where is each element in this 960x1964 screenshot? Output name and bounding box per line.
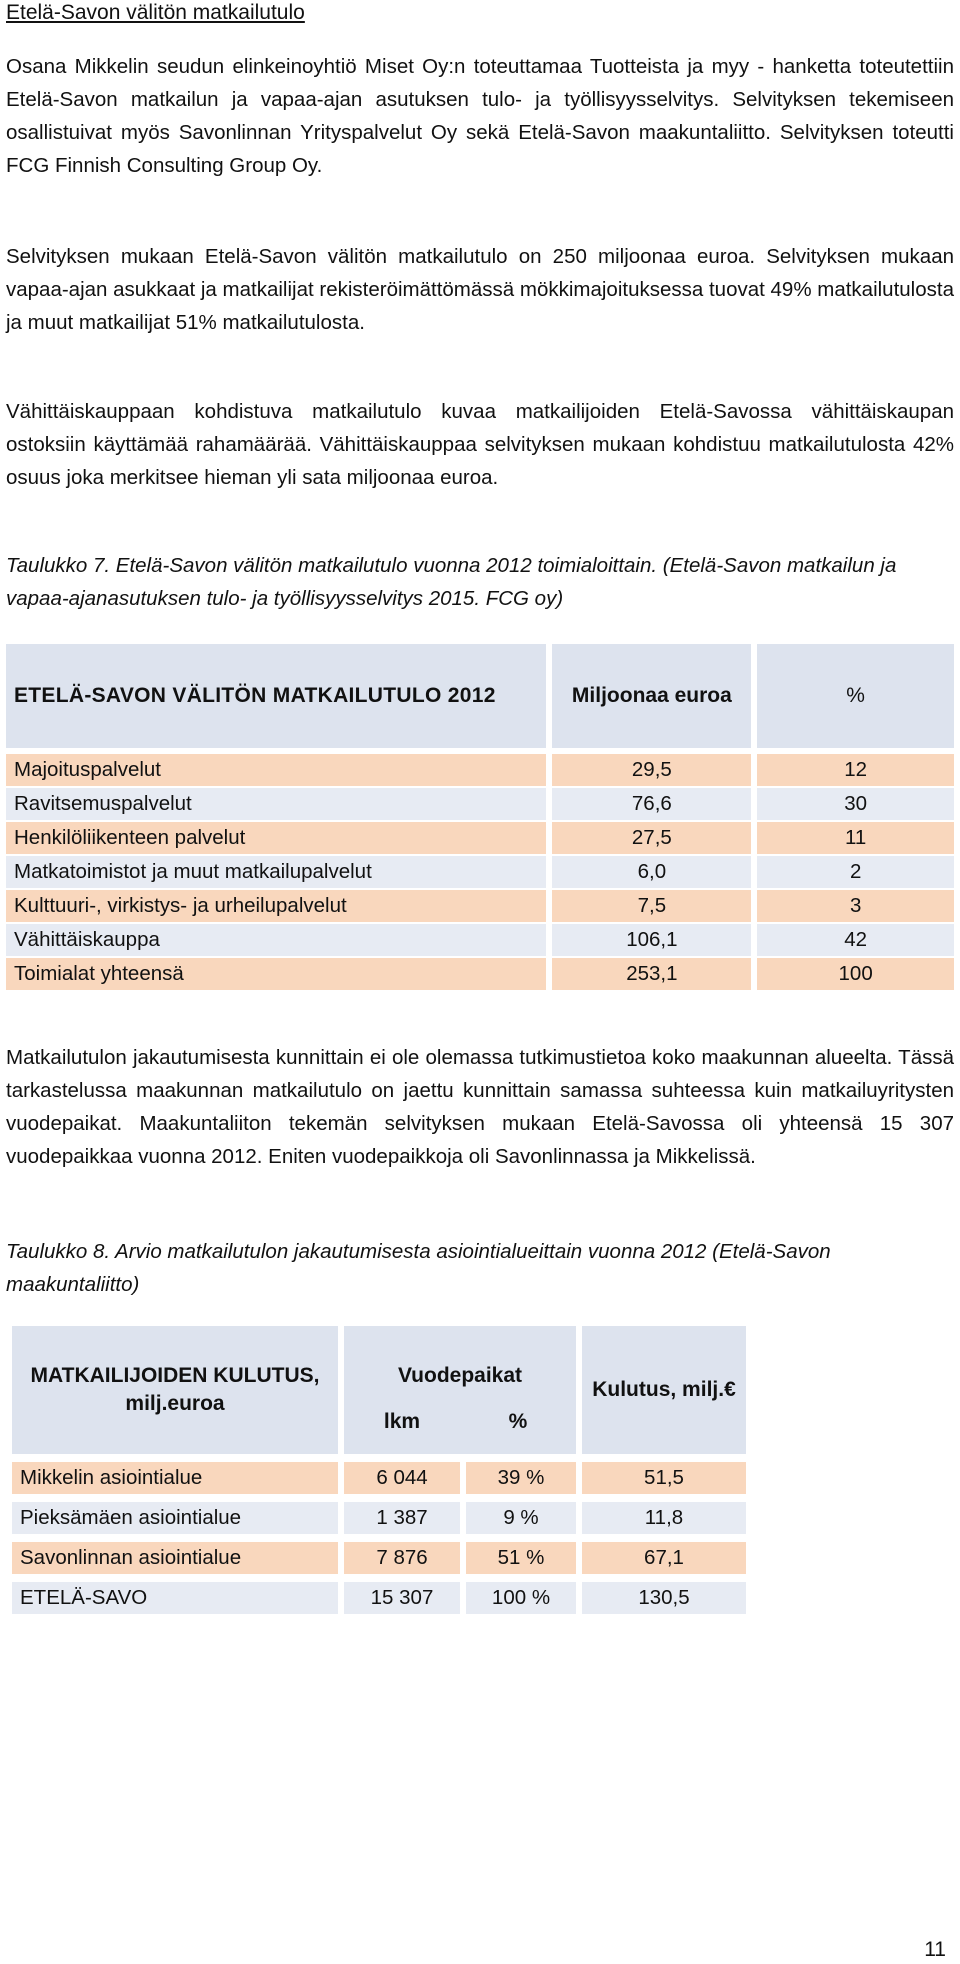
row-value: 76,6 <box>546 788 751 822</box>
table7-header-pct: % <box>751 644 954 754</box>
table8-header-beds: Vuodepaikat <box>338 1326 576 1390</box>
table-row <box>12 1574 746 1614</box>
row-label: Kulttuuri-, virkistys- ja urheilupalvelut <box>6 890 546 924</box>
table-row <box>6 890 954 924</box>
row-consumption: 11,8 <box>576 1494 746 1534</box>
table8-header-spending: MATKAILIJOIDEN KULUTUS, milj.euroa <box>12 1326 338 1454</box>
row-count: 7 876 <box>338 1534 460 1574</box>
row-label: Savonlinnan asiointialue <box>12 1534 338 1574</box>
table-row <box>6 822 954 856</box>
table8-header-consumption: Kulutus, milj.€ <box>576 1326 746 1454</box>
row-label: Majoituspalvelut <box>6 754 546 788</box>
row-label: Ravitsemuspalvelut <box>6 788 546 822</box>
table-row <box>12 1534 746 1574</box>
table7-caption: Taulukko 7. Etelä-Savon välitön matkailutulo vuonna 2012 toimialoittain. (Etelä-Savon matkailun ja vapaa-ajanasutuksen tulo- ja työllisyysselvitys 2015. FCG oy) <box>6 554 897 610</box>
table-income-by-sector <box>6 644 954 992</box>
row-pct: 39 % <box>460 1454 576 1494</box>
row-pct: 3 <box>751 890 954 924</box>
row-pct: 12 <box>751 754 954 788</box>
page-number: 11 <box>924 1938 946 1961</box>
row-consumption: 130,5 <box>576 1574 746 1614</box>
row-label: Pieksämäen asiointialue <box>12 1494 338 1534</box>
table-spending-by-region <box>12 1326 746 1614</box>
row-consumption: 67,1 <box>576 1534 746 1574</box>
row-pct: 11 <box>751 822 954 856</box>
row-value: 29,5 <box>546 754 751 788</box>
row-value: 27,5 <box>546 822 751 856</box>
row-count: 15 307 <box>338 1574 460 1614</box>
table-row <box>6 856 954 890</box>
row-pct: 2 <box>751 856 954 890</box>
row-label: Matkatoimistot ja muut matkailupalvelut <box>6 856 546 890</box>
table8-header-count: lkm <box>338 1390 460 1454</box>
row-pct: 30 <box>751 788 954 822</box>
paragraph-retail: Vähittäiskauppaan kohdistuva matkailutulo kuvaa matkailijoiden Etelä-Savossa vähittäiskaupan ostoksiin käyttämää rahamäärää. Vähittäiskauppaa selvityksen mukaan kohdistuu matkailutulosta 42% osuus joka merkitsee hieman yli sata miljoonaa euroa. <box>6 400 954 489</box>
table-row <box>6 754 954 788</box>
table7-header-meur: Miljoonaa euroa <box>546 644 751 754</box>
row-pct: 51 % <box>460 1534 576 1574</box>
row-pct: 42 <box>751 924 954 958</box>
row-pct: 100 % <box>460 1574 576 1614</box>
paragraph-distribution: Matkailutulon jakautumisesta kunnittain ei ole olemassa tutkimustietoa koko maakunnan alueelta. Tässä tarkastelussa maakunnan matkailutulo on jaettu kunnittain samassa suhteessa kuin matkailuyritysten vuodepaikat. Maakuntaliiton tekemän selvityksen mukaan Etelä-Savossa oli yhteensä 15 307 vuodepaikkaa vuonna 2012. Eniten vuodepaikkoja oli Savonlinnassa ja Mikkelissä. <box>6 1046 954 1168</box>
row-label: Toimialat yhteensä <box>6 958 546 992</box>
row-label: Vähittäiskauppa <box>6 924 546 958</box>
row-value: 253,1 <box>546 958 751 992</box>
row-label: Mikkelin asiointialue <box>12 1454 338 1494</box>
table8-caption: Taulukko 8. Arvio matkailutulon jakautumisesta asiointialueittain vuonna 2012 (Etelä-Savon maakuntaliitto) <box>6 1240 831 1296</box>
table-row <box>6 958 954 992</box>
table7-header-sector: ETELÄ-SAVON VÄLITÖN MATKAILUTULO 2012 <box>6 644 546 754</box>
row-count: 6 044 <box>338 1454 460 1494</box>
row-count: 1 387 <box>338 1494 460 1534</box>
table-row <box>6 788 954 822</box>
row-consumption: 51,5 <box>576 1454 746 1494</box>
table-row <box>12 1454 746 1494</box>
table-row <box>12 1494 746 1534</box>
row-label: Henkilöliikenteen palvelut <box>6 822 546 856</box>
row-pct: 100 <box>751 958 954 992</box>
row-pct: 9 % <box>460 1494 576 1534</box>
row-value: 7,5 <box>546 890 751 924</box>
table-row <box>6 924 954 958</box>
row-value: 6,0 <box>546 856 751 890</box>
row-value: 106,1 <box>546 924 751 958</box>
table8-header-pct: % <box>460 1390 576 1454</box>
row-label: ETELÄ-SAVO <box>12 1574 338 1614</box>
section-heading: Etelä-Savon välitön matkailutulo <box>6 1 305 24</box>
paragraph-intro: Osana Mikkelin seudun elinkeinoyhtiö Miset Oy:n toteuttamaa Tuotteista ja myy - hanketta toteutettiin Etelä-Savon matkailun ja vapaa-ajan asutuksen tulo- ja työllisyysselvitys. Selvityksen tekemiseen osallistuivat myös Savonlinnan Yrityspalvelut Oy sekä Etelä-Savon maakuntaliitto. Selvityksen toteutti FCG Finnish Consulting Group Oy. <box>6 55 954 177</box>
paragraph-income: Selvityksen mukaan Etelä-Savon välitön matkailutulo on 250 miljoonaa euroa. Selvityksen mukaan vapaa-ajan asukkaat ja matkailijat rekisteröimättömässä mökkimajoituksessa tuovat 49% matkailutulosta ja muut matkailijat 51% matkailutulosta. <box>6 245 954 334</box>
